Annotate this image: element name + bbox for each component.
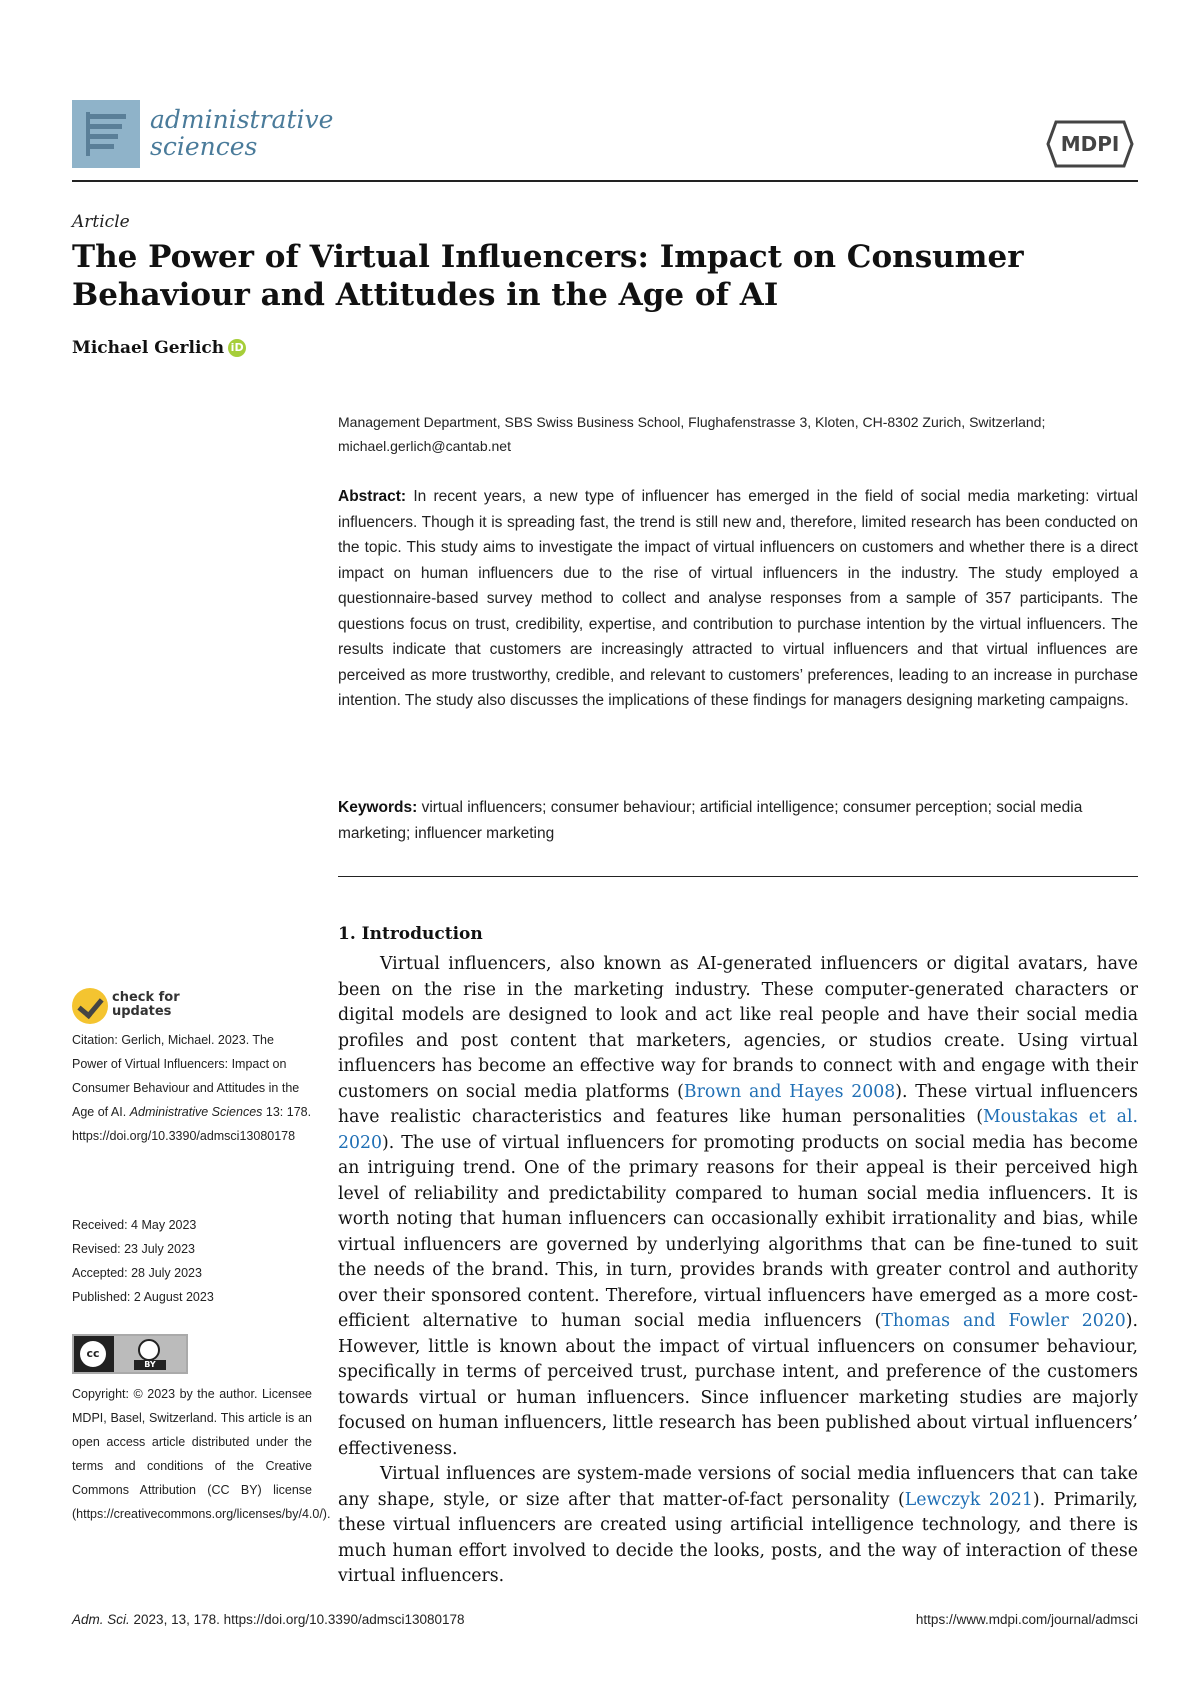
check-for-updates-label: check for updates [112, 990, 180, 1019]
person-icon [138, 1339, 160, 1361]
section-body [338, 952, 1138, 1590]
by-label: BY [134, 1360, 166, 1370]
keywords-text: virtual influencers; consumer behaviour; artificial intelligence; consumer perception; social media marketing; influencer marketing [338, 799, 1083, 842]
citation-journal: Administrative Sciences [129, 1105, 263, 1119]
citation-link[interactable]: Lewczyk 2021 [904, 1489, 1033, 1510]
keywords [338, 795, 1138, 846]
journal-name-line1: administrative [150, 105, 334, 134]
keywords-label: Keywords: [338, 799, 418, 816]
author-email[interactable]: michael.gerlich@cantab.net [338, 438, 511, 454]
author-name[interactable]: Michael Gerlich [72, 338, 225, 358]
page-title: The Power of Virtual Influencers: Impact on Consumer Behaviour and Attitudes in the Age of AI [72, 239, 1024, 313]
abstract-label: Abstract: [338, 488, 407, 505]
date-revised: Revised: 23 July 2023 [72, 1242, 195, 1256]
author-line [72, 338, 246, 358]
citation-link[interactable]: Brown and Hayes 2008 [683, 1081, 896, 1102]
section-heading: 1. Introduction [338, 924, 483, 944]
footer-doi[interactable]: 2023, 13, 178. https://doi.org/10.3390/admsci13080178 [133, 1612, 465, 1627]
affiliation [338, 410, 1138, 458]
publisher-name: MDPI [1060, 132, 1120, 156]
paragraph: Virtual influences are system-made versions of social media influencers that can take any shape, style, or size after that matter-of-fact personality (Lewczyk 2021). Primarily, these virtual influencers are created using artificial intelligence technology, and there is much human effort involved to decide the looks, posts, and the way of interaction of these virtual influencers. [338, 1464, 1138, 1586]
journal-logo-icon [72, 100, 140, 168]
citation-link[interactable]: Moustakas et al. 2020 [338, 1107, 1138, 1153]
check-for-updates-button[interactable] [72, 988, 192, 1028]
journal-name [150, 106, 333, 160]
journal-name-line2: sciences [150, 132, 258, 161]
date-accepted: Accepted: 28 July 2023 [72, 1266, 202, 1280]
date-published: Published: 2 August 2023 [72, 1290, 214, 1304]
citation-block [72, 1028, 312, 1148]
orcid-icon[interactable]: iD [228, 339, 246, 357]
checkmark-icon [72, 988, 108, 1024]
mdpi-logo-icon [1046, 118, 1134, 170]
cc-icon: cc [80, 1341, 106, 1367]
date-received: Received: 4 May 2023 [72, 1218, 197, 1232]
copyright-notice: Copyright: © 2023 by the author. Licensee MDPI, Basel, Switzerland. This article is an open access article distributed under the terms and conditions of the Creative Commons Attribution (CC BY) license (https://creativecommons.org/licenses/by/4.0/). [72, 1387, 331, 1521]
publication-dates [72, 1213, 312, 1309]
citation-doi[interactable]: 13: 178. https://doi.org/10.3390/admsci13080178 [72, 1105, 312, 1143]
abstract-divider [338, 876, 1138, 877]
abstract [338, 484, 1138, 714]
affiliation-text: Management Department, SBS Swiss Business School, Flughafenstrasse 3, Kloten, CH-8302 Zurich, Switzerland; [338, 414, 1046, 430]
footer-journal: Adm. Sci. [72, 1612, 130, 1627]
footer-journal-url[interactable]: https://www.mdpi.com/journal/admsci [915, 1612, 1138, 1627]
header-divider [72, 180, 1138, 182]
footer-citation [72, 1612, 465, 1627]
article-type: Article [72, 212, 130, 232]
citation-text: Citation: Gerlich, Michael. 2023. The Power of Virtual Influencers: Impact on Consumer Behaviour and Attitudes in the Age of AI. [72, 1033, 300, 1119]
abstract-text: In recent years, a new type of influencer has emerged in the field of social media marketing: virtual influencers. Though it is spreading fast, the trend is still new and, therefore, limited research has been conducted on the topic. This study aims to investigate the impact of virtual influencers on customers and whether there is a direct impact on human influencers due to the rise of virtual influencers in the industry. The study employed a questionnaire-based survey method to collect and analyse responses from a sample of 357 participants. The questions focus on trust, credibility, expertise, and contribution to purchase intention by the virtual influencers. The results indicate that customers are increasingly attracted to virtual influencers and that virtual influences are perceived as more trustworthy, credible, and relevant to customers’ preferences, leading to an increase in purchase intention. The study also discusses the implications of these findings for managers designing marketing campaigns. [338, 488, 1138, 709]
citation-link[interactable]: Thomas and Fowler 2020 [881, 1311, 1126, 1331]
cc-by-license-icon[interactable] [72, 1334, 188, 1374]
paragraph: Virtual influencers, also known as AI-generated influencers or digital avatars, have been on the rise in the marketing industry. These computer-generated characters or digital models are designed to look and act like real people and have their social media profiles and post content that marketers, agencies, or studios create. Using virtual influencers has become an effective way for brands to connect with and engage with their customers on social media platforms (Brown and Hayes 2008). These virtual influencers have realistic characteristics and features like human personalities (Moustakas et al. 2020). The use of virtual influencers for promoting products on social media has become an intriguing trend. One of the primary reasons for their appeal is their perceived high level of reliability and predictability compared to human social media influencers. It is worth noting that human influencers can occasionally exhibit irrationality and bias, while virtual influencers are governed by underlying algorithms that can be fine-tuned to suit the needs of the brand. This, in turn, provides brands with greater control and authority over their sponsored content. Therefore, virtual influencers have emerged as a more cost-efficient alternative to human social media influencers (Thomas and Fowler 2020). However, little is known about the impact of virtual influencers on consumer behaviour, specifically in terms of perceived trust, purchase intent, and preference of the customers towards virtual or human influencers. Since influencer marketing studies are majorly focused on human influencers, little research has been published about virtual influencers’ effectiveness. [338, 954, 1138, 1459]
